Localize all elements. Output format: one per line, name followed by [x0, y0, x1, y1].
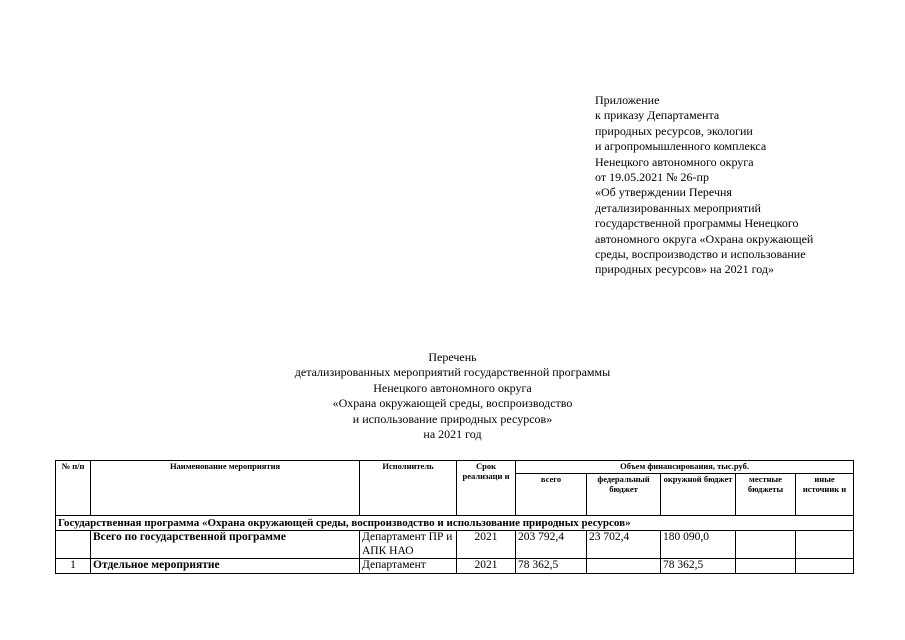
program-row — [56, 516, 854, 531]
appendix-line: Ненецкого автономного округа — [595, 154, 754, 169]
table-header-row — [56, 461, 854, 474]
header-name: Наименование мероприятия — [91, 461, 360, 516]
cell-federal — [587, 559, 661, 574]
header-district: окружной бюджет — [661, 474, 736, 516]
header-federal: федеральный бюджет — [587, 474, 661, 516]
cell-executor: Департамент — [360, 559, 457, 574]
table-row — [56, 531, 854, 559]
cell-federal: 23 702,4 — [587, 531, 661, 559]
appendix-block — [595, 93, 895, 278]
title-line: на 2021 год — [423, 427, 482, 442]
program-title: Государственная программа «Охрана окружающей среды, воспроизводство и использование природных ресурсов» — [56, 516, 854, 531]
appendix-line: природных ресурсов, экологии — [595, 123, 753, 138]
appendix-line: «Об утверждении Перечня — [595, 185, 732, 200]
cell-total: 203 792,4 — [516, 531, 587, 559]
header-term: Срок реализаци и — [457, 461, 516, 516]
cell-term: 2021 — [457, 531, 516, 559]
cell-other — [796, 531, 854, 559]
appendix-line: автономного округа «Охрана окружающей — [595, 231, 814, 246]
title-line: Перечень — [428, 350, 477, 364]
cell-name: Всего по государственной программе — [91, 531, 360, 559]
cell-num — [56, 531, 91, 559]
header-other: иные источник и — [796, 474, 854, 516]
cell-district: 78 362,5 — [661, 559, 736, 574]
appendix-line: государственной программы Ненецкого — [595, 216, 799, 231]
cell-term: 2021 — [457, 559, 516, 574]
appendix-line: к приказу Департамента — [595, 108, 720, 123]
cell-executor: Департамент ПР и АПК НАО — [360, 531, 457, 559]
header-num: № п/п — [56, 461, 91, 516]
cell-other — [796, 559, 854, 574]
appendix-line: от 19.05.2021 № 26-пр — [595, 170, 709, 185]
appendix-line: природных ресурсов» на 2021 год» — [595, 262, 775, 277]
table-row — [56, 559, 854, 574]
appendix-line: и агропромышленного комплекса — [595, 139, 767, 154]
header-total: всего — [516, 474, 587, 516]
title-line: Ненецкого автономного округа — [373, 380, 532, 395]
document-title — [0, 350, 905, 442]
header-financing: Объем финансирования, тыс.руб. — [516, 461, 854, 474]
cell-name: Отдельное мероприятие — [91, 559, 360, 574]
title-line: «Охрана окружающей среды, воспроизводство — [332, 396, 573, 411]
appendix-line: Приложение — [595, 93, 660, 107]
cell-num: 1 — [56, 559, 91, 574]
cell-local — [736, 559, 796, 574]
header-local: местные бюджеты — [736, 474, 796, 516]
activities-table — [55, 460, 854, 574]
header-executor: Исполнитель — [360, 461, 457, 516]
cell-district: 180 090,0 — [661, 531, 736, 559]
appendix-line: детализированных мероприятий — [595, 200, 761, 215]
appendix-line: среды, воспроизводство и использование — [595, 247, 806, 262]
cell-local — [736, 531, 796, 559]
cell-total: 78 362,5 — [516, 559, 587, 574]
title-line: и использование природных ресурсов» — [352, 411, 553, 426]
title-line: детализированных мероприятий государственной программы — [294, 365, 611, 380]
